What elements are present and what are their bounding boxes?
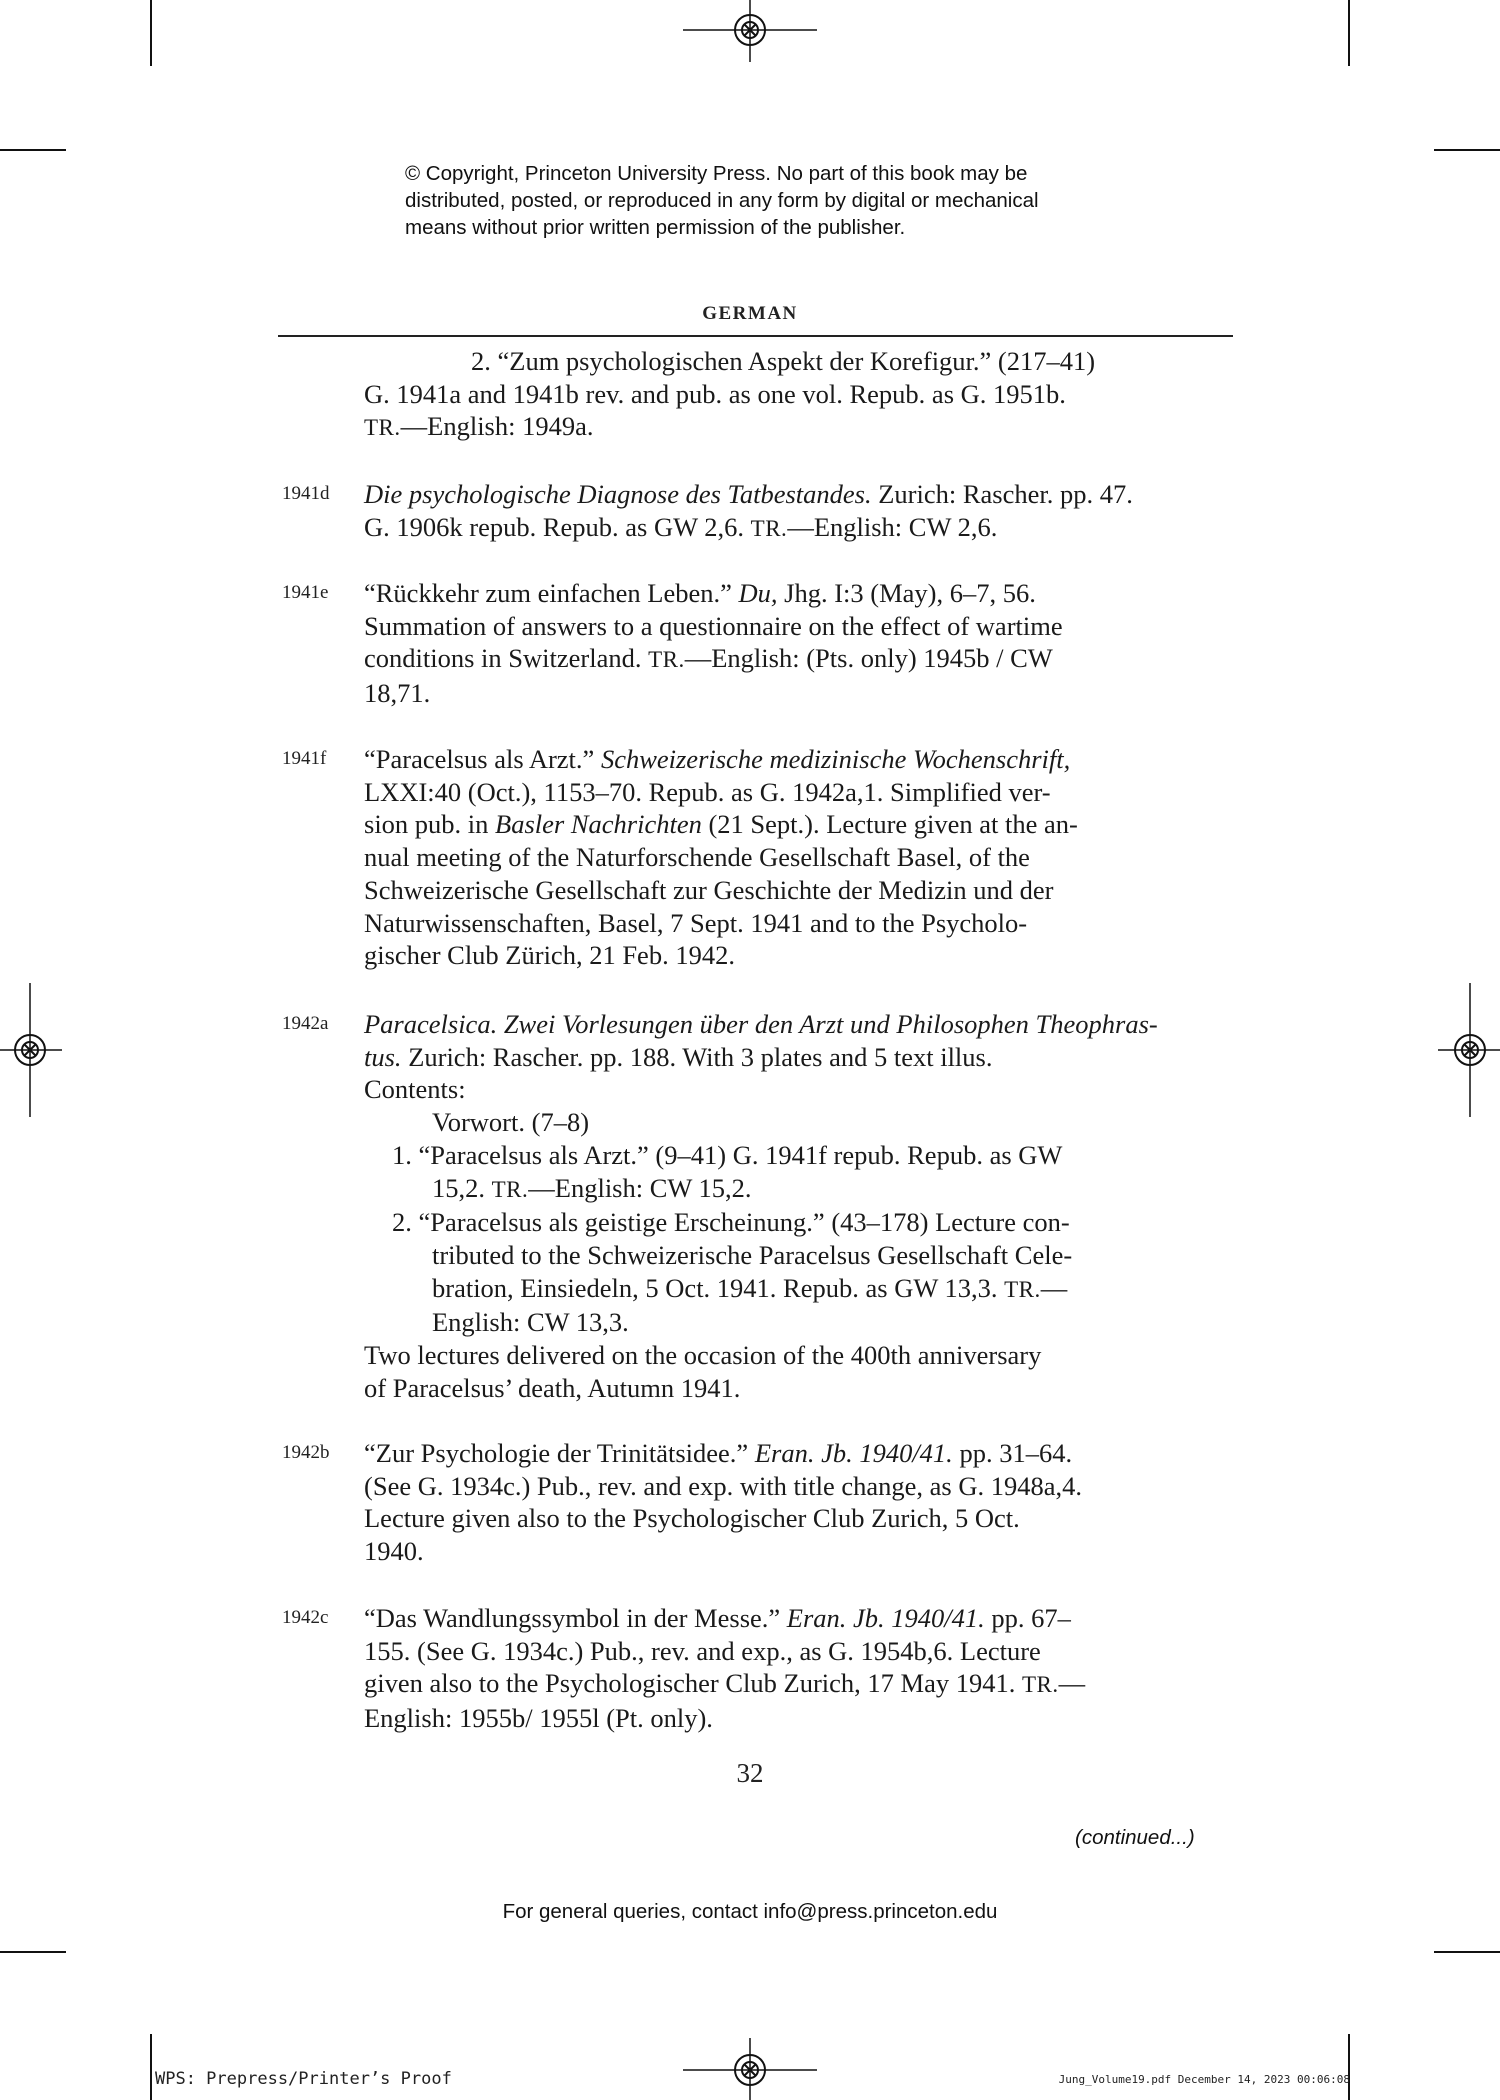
entry-line: G. 1941a and 1941b rev. and pub. as one vol. Repub. as G. 1951b. [364,378,1066,409]
crop-mark [1348,0,1350,66]
entry-line: TR.—English: 1949a. [364,411,594,442]
entry-key: 1941d [282,483,330,504]
entry-line: “Rückkehr zum einfachen Leben.” Du, Jhg. I:3 (May), 6–7, 56. [364,578,1036,608]
translation-marker: TR. [750,515,788,541]
crop-mark [1434,1951,1500,1953]
entry-line: 155. (See G. 1934c.) Pub., rev. and exp., as G. 1954b,6. Lecture [364,1635,1041,1666]
continued-note: (continued...) [1075,1826,1195,1849]
entry-line: English: 1955b/ 1955l (Pt. only). [364,1703,713,1734]
proof-label: WPS: Prepress/Printer’s Proof [155,2069,452,2089]
entry-line: nual meeting of the Naturforschende Gesellschaft Basel, of the [364,842,1030,873]
entry-line: given also to the Psychologischer Club Zurich, 17 May 1941. TR.— [364,1668,1086,1699]
entry-line: of Paracelsus’ death, Autumn 1941. [364,1372,741,1403]
entry-line: tus. Zurich: Rascher. pp. 188. With 3 plates and 5 text illus. [364,1041,993,1072]
entry-line: Two lectures delivered on the occasion of the 400th anniversary [364,1340,1042,1371]
translation-marker: TR. [1004,1276,1041,1302]
entry-body [364,1602,1210,1735]
entry-line: G. 1906k repub. Repub. as GW 2,6. TR.—English: CW 2,6. [364,511,998,542]
entry-line: tributed to the Schweizerische Paracelsus Gesellschaft Cele- [432,1239,1073,1270]
entry-line: conditions in Switzerland. TR.—English: (Pts. only) 1945b / CW [364,643,1053,674]
copyright-line: means without prior written permission of the publisher. [405,216,906,239]
entry-key: 1941f [282,748,327,769]
crop-mark [0,149,66,151]
translation-marker: TR. [491,1176,529,1202]
entry-body [364,743,1210,972]
crop-mark [1348,2034,1350,2100]
registration-mark-icon [0,983,62,1117]
entry-line: English: CW 13,3. [432,1307,629,1338]
entry-body [364,478,1210,545]
entry-body [364,1437,1210,1568]
copyright-line: distributed, posted, or reproduced in any form by digital or mechanical [405,189,1039,212]
entry-line: 18,71. [364,678,431,709]
entry-line: 15,2. TR.—English: CW 15,2. [432,1172,752,1203]
crop-mark [150,2034,152,2100]
copyright-line: © Copyright, Princeton University Press. No part of this book may be [405,162,1028,185]
entry-key: 1942b [282,1442,330,1463]
entry-line: Contents: [364,1074,466,1105]
entry-body [364,345,1210,445]
copyright-notice [405,160,1165,241]
entry-line: Summation of answers to a questionnaire on the effect of wartime [364,610,1063,641]
entry-body [364,1008,1210,1404]
running-head: GERMAN [702,303,798,324]
crop-mark [1434,149,1500,151]
entry-line: “Das Wandlungssymbol in der Messe.” Eran. Jb. 1940/41. pp. 67– [364,1603,1071,1633]
queries-contact: For general queries, contact info@press.princeton.edu [502,1900,998,1923]
entry-line: sion pub. in Basler Nachrichten (21 Sept.). Lecture given at the an- [364,809,1078,840]
entry-line: (See G. 1934c.) Pub., rev. and exp. with title change, as G. 1948a,4. [364,1470,1083,1501]
crop-mark [0,1951,66,1953]
translation-marker: TR. [1022,1672,1059,1698]
entry-line: Vorwort. (7–8) [432,1107,590,1138]
entry-line: Die psychologische Diagnose des Tatbestandes. Zurich: Rascher. pp. 47. [364,479,1133,509]
registration-mark-icon [683,2038,817,2100]
registration-mark-icon [1438,983,1500,1117]
entry-line: Lecture given also to the Psychologischer Club Zurich, 5 Oct. [364,1503,1020,1534]
entry-key: 1941e [282,582,329,603]
translation-marker: TR. [648,647,685,673]
entry-line: Naturwissenschaften, Basel, 7 Sept. 1941 and to the Psycholo- [364,907,1028,938]
entry-line: gischer Club Zürich, 21 Feb. 1942. [364,940,735,971]
entry-line: bration, Einsiedeln, 5 Oct. 1941. Repub. as GW 13,3. TR.— [432,1272,1068,1303]
entry-key: 1942a [282,1013,329,1034]
entry-line: 1. “Paracelsus als Arzt.” (9–41) G. 1941f repub. Repub. as GW [392,1139,1063,1170]
entry-key: 1942c [282,1607,329,1628]
entry-line: 1940. [364,1536,424,1567]
entry-line: “Paracelsus als Arzt.” Schweizerische medizinische Wochenschrift, [364,744,1071,774]
file-stamp: Jung_Volume19.pdf December 14, 2023 00:06:08 [1058,2073,1350,2086]
entry-line: 2. “Zum psychologischen Aspekt der Korefigur.” (217–41) [471,346,1096,376]
entry-line: 2. “Paracelsus als geistige Erscheinung.” (43–178) Lecture con- [392,1207,1070,1238]
entry-body [364,577,1210,710]
translation-marker: TR. [364,415,401,441]
registration-mark-icon [683,0,817,62]
page-number: 32 [736,1758,764,1788]
entry-line: Schweizerische Gesellschaft zur Geschichte der Medizin und der [364,874,1054,905]
crop-mark [150,0,152,66]
entry-line: “Zur Psychologie der Trinitätsidee.” Eran. Jb. 1940/41. pp. 31–64. [364,1438,1073,1468]
entry-line: Paracelsica. Zwei Vorlesungen über den Arzt und Philosophen Theophras- [364,1009,1158,1039]
head-rule [278,335,1233,337]
entry-line: LXXI:40 (Oct.), 1153–70. Repub. as G. 1942a,1. Simplified ver- [364,776,1051,807]
